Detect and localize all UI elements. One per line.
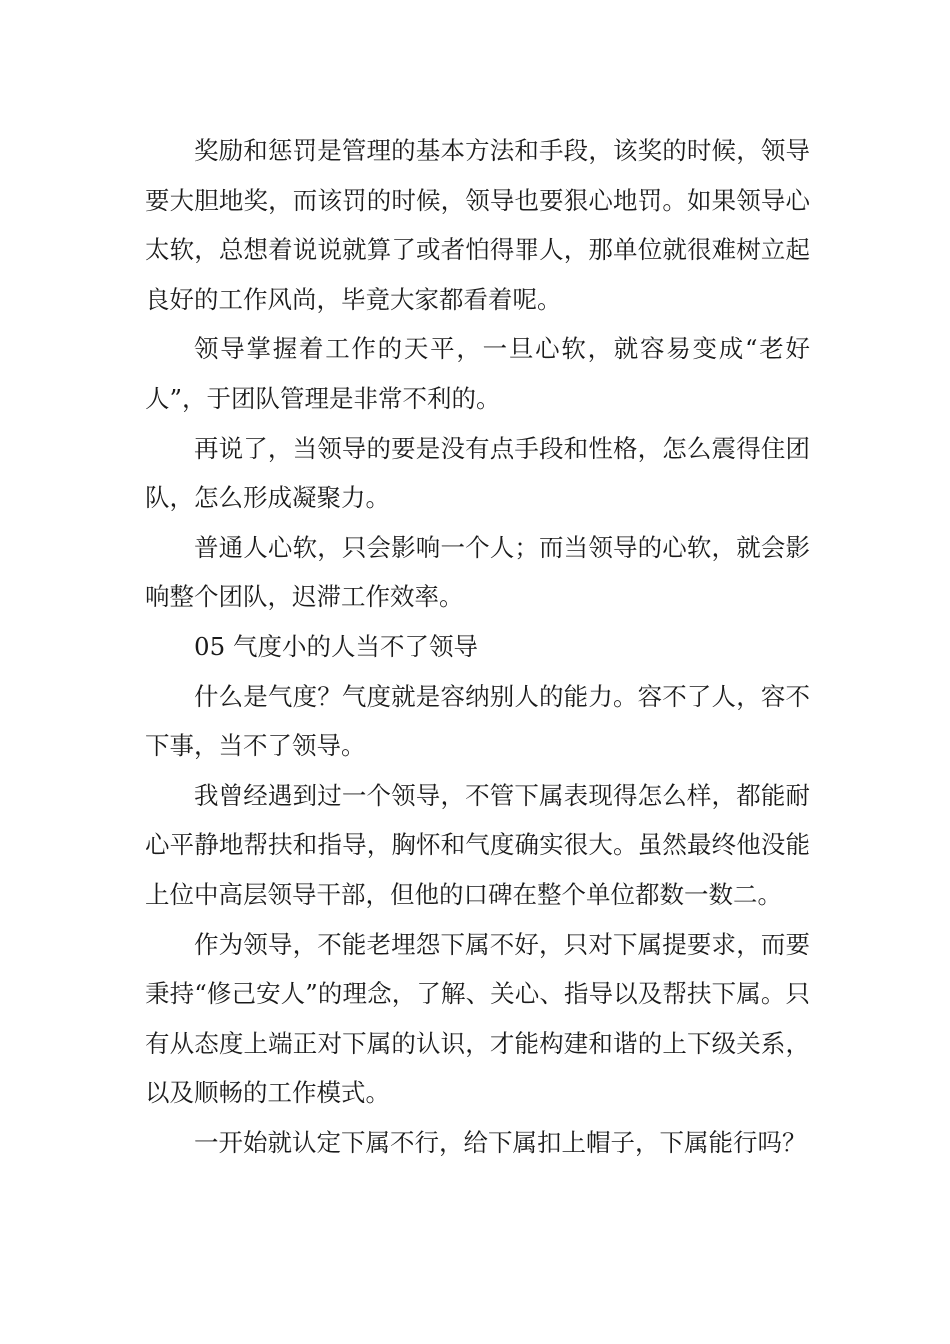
paragraph-leader-attitude: 作为领导，不能老埋怨下属不好，只对下属提要求，而要秉持“修己安人”的理念，了解、关心、指导以及帮扶下属。只有从态度上端正对下属的认识，才能构建和谐的上下级关系，以及顺畅的工作模式。 — [145, 929, 810, 1108]
paragraph-team-impact: 普通人心软，只会影响一个人；而当领导的心软，就会影响整个团队，迟滞工作效率。 — [145, 532, 810, 612]
paragraph-leader-example: 我曾经遇到过一个领导，不管下属表现得怎么样，都能耐心平静地帮扶和指导，胸怀和气度确实很大。虽然最终他没能上位中高层领导干部，但他的口碑在整个单位都数一数二。 — [145, 780, 810, 909]
paragraph-methods-character: 再说了，当领导的要是没有点手段和性格，怎么震得住团队，怎么形成凝聚力。 — [145, 433, 810, 513]
paragraph-tolerance-definition: 什么是气度？气度就是容纳别人的能力。容不了人，容不下事，当不了领导。 — [145, 681, 810, 761]
section-heading: 05 气度小的人当不了领导 — [194, 631, 478, 661]
paragraph-closing-question: 一开始就认定下属不行，给下属扣上帽子，下属能行吗？ — [194, 1127, 807, 1157]
paragraph-soft-heart: 领导掌握着工作的天平，一旦心软，就容易变成“老好人”，于团队管理是非常不利的。 — [145, 334, 810, 413]
paragraph-rewards-punishment: 奖励和惩罚是管理的基本方法和手段，该奖的时候，领导要大胆地奖，而该罚的时候，领导也要狠心地罚。如果领导心太软，总想着说说就算了或者怕得罪人，那单位就很难树立起良好的工作风尚，毕竟大家都看着呢。 — [145, 136, 810, 314]
document-page — [145, 126, 810, 1167]
